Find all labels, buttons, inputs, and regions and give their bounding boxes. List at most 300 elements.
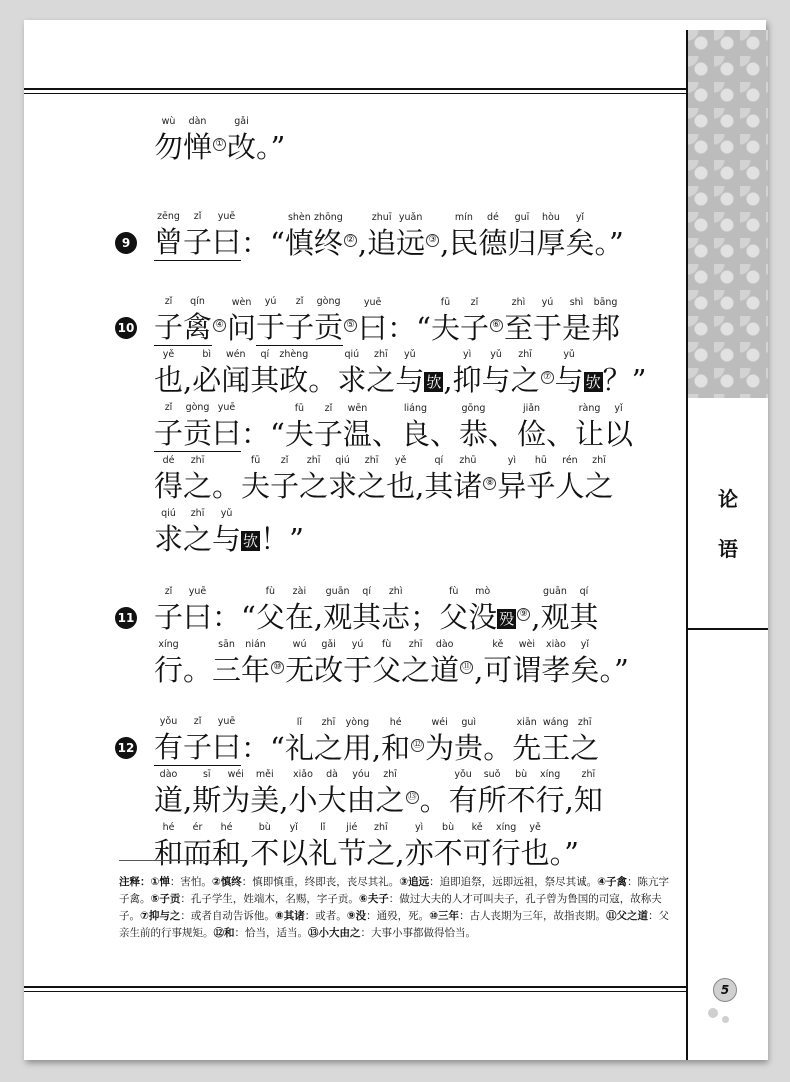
hanzi-token bbox=[250, 768, 279, 818]
hanzi: 慎 bbox=[284, 226, 314, 260]
pinyin bbox=[279, 768, 288, 782]
hanzi-token bbox=[507, 768, 536, 818]
note-text: ：大事小事都做得恰当。 bbox=[360, 927, 476, 939]
pinyin: dàn bbox=[188, 116, 207, 127]
hanzi-token bbox=[212, 821, 241, 871]
hanzi: 和 bbox=[212, 836, 242, 870]
hanzi: 在 bbox=[284, 600, 314, 634]
note-text: ：古人丧期为三年，故指丧期。 bbox=[459, 910, 607, 922]
hanzi-token bbox=[562, 296, 591, 346]
hanzi: 不 bbox=[250, 836, 280, 870]
pinyin: fū bbox=[440, 297, 451, 308]
hanzi-token bbox=[536, 211, 565, 261]
footnote-marker: ⑪ bbox=[462, 662, 472, 673]
hanzi: 其 bbox=[569, 600, 599, 634]
pinyin: gǎi bbox=[321, 639, 336, 650]
pinyin: yòng bbox=[345, 717, 370, 728]
hanzi-token bbox=[460, 296, 489, 346]
hanzi: 与 bbox=[395, 363, 425, 397]
hanzi-token bbox=[430, 638, 459, 688]
hanzi-token bbox=[328, 454, 357, 504]
hanzi-token bbox=[516, 585, 531, 635]
hanzi: 之 bbox=[313, 731, 343, 765]
hanzi-token bbox=[212, 638, 241, 688]
hanzi: 夫 bbox=[241, 469, 271, 503]
hanzi-token bbox=[591, 296, 620, 346]
pinyin: wù bbox=[161, 116, 176, 127]
pinyin: yú bbox=[541, 297, 554, 308]
decorative-pattern bbox=[686, 30, 768, 400]
hanzi-token bbox=[285, 585, 314, 635]
hanzi-token bbox=[256, 115, 285, 165]
hanzi-token bbox=[453, 348, 482, 398]
hanzi-token bbox=[221, 348, 250, 398]
hanzi-token bbox=[241, 638, 270, 688]
hanzi: 和 bbox=[154, 836, 184, 870]
pinyin: sī bbox=[202, 769, 211, 780]
hanzi: 厚 bbox=[536, 226, 566, 260]
pinyin bbox=[241, 402, 285, 416]
hanzi-token bbox=[453, 454, 482, 504]
hanzi: 是 bbox=[562, 311, 592, 345]
hanzi-token bbox=[343, 296, 358, 346]
hanzi-token bbox=[459, 638, 474, 688]
pinyin: zhī bbox=[190, 455, 205, 466]
hanzi: 不 bbox=[433, 836, 463, 870]
pinyin: yě bbox=[162, 349, 175, 360]
hanzi-token bbox=[449, 211, 478, 261]
hanzi: 求 bbox=[154, 522, 184, 556]
note-text: ：慎即慎重，终即丧，丧尽其礼。 bbox=[241, 876, 400, 888]
pinyin: yě bbox=[529, 822, 541, 833]
hanzi-token bbox=[431, 296, 460, 346]
hanzi: ：“ bbox=[241, 417, 285, 451]
hanzi-token bbox=[183, 348, 192, 398]
hanzi-token bbox=[531, 585, 540, 635]
hanzi-token bbox=[372, 638, 401, 688]
pinyin: yì bbox=[507, 455, 517, 466]
hanzi: 求 bbox=[337, 363, 367, 397]
note-label: ⑦抑与之 bbox=[140, 910, 181, 922]
hanzi: 禽 bbox=[183, 310, 213, 344]
hanzi-token bbox=[569, 585, 598, 635]
hanzi-token bbox=[584, 454, 613, 504]
hanzi-token bbox=[241, 402, 285, 452]
hanzi-token bbox=[323, 585, 352, 635]
hanzi: 行 bbox=[154, 653, 184, 687]
hanzi-token bbox=[401, 402, 430, 452]
hanzi: , bbox=[415, 469, 425, 503]
footnote-marker: ④ bbox=[212, 310, 227, 346]
hanzi: 至 bbox=[503, 311, 533, 345]
pinyin bbox=[603, 348, 647, 362]
note-label: ④子禽 bbox=[597, 876, 628, 888]
pinyin bbox=[594, 211, 623, 225]
hanzi-token bbox=[526, 454, 555, 504]
pinyin bbox=[424, 348, 443, 362]
hanzi-token bbox=[396, 211, 425, 261]
hanzi: 之 bbox=[570, 731, 600, 765]
pinyin: sān bbox=[218, 639, 235, 650]
hanzi: 可 bbox=[483, 653, 513, 687]
hanzi: 子 bbox=[285, 310, 315, 344]
hanzi-token bbox=[367, 211, 396, 261]
pinyin: zhī bbox=[374, 822, 388, 833]
pinyin bbox=[183, 348, 192, 362]
hanzi-token bbox=[154, 715, 183, 766]
pinyin: wèi bbox=[518, 639, 536, 650]
hanzi: 。 bbox=[308, 363, 338, 397]
hanzi-token bbox=[410, 716, 425, 766]
hanzi-token bbox=[395, 821, 404, 871]
hanzi: ！” bbox=[260, 522, 304, 556]
hanzi-token bbox=[314, 211, 343, 261]
pinyin bbox=[212, 585, 256, 599]
note-label: ⑫和 bbox=[213, 927, 235, 939]
hanzi-token bbox=[154, 348, 183, 398]
hanzi: 子 bbox=[183, 225, 213, 259]
hanzi-token bbox=[575, 402, 604, 452]
hanzi-token bbox=[308, 821, 337, 871]
hanzi: 追 bbox=[367, 226, 397, 260]
pinyin: yuē bbox=[217, 716, 236, 727]
hanzi: 曰 bbox=[212, 416, 242, 450]
hanzi-token bbox=[443, 348, 452, 398]
hanzi: 有 bbox=[154, 730, 184, 764]
hanzi-token bbox=[425, 716, 454, 766]
hanzi: 小 bbox=[288, 783, 318, 817]
hanzi-token bbox=[478, 211, 507, 261]
variant-char-box: 殁 bbox=[499, 610, 515, 628]
hanzi: 观 bbox=[323, 600, 353, 634]
annotations bbox=[119, 874, 679, 942]
note-text: ：恰当，适当。 bbox=[234, 927, 308, 939]
hanzi-token bbox=[425, 211, 440, 261]
hanzi-token bbox=[482, 348, 511, 398]
pinyin bbox=[415, 454, 424, 468]
hanzi-token bbox=[347, 768, 376, 818]
hanzi-token bbox=[241, 507, 260, 557]
hanzi: , bbox=[241, 836, 251, 870]
pinyin: qín bbox=[190, 296, 205, 307]
hanzi: 政 bbox=[279, 363, 309, 397]
hanzi: 谓 bbox=[512, 653, 542, 687]
hanzi-token bbox=[270, 638, 285, 688]
pinyin: zhī bbox=[518, 349, 532, 360]
hanzi: ：“ bbox=[241, 731, 285, 765]
pinyin bbox=[395, 821, 404, 835]
hanzi-token bbox=[594, 211, 623, 261]
hanzi-token bbox=[192, 348, 221, 398]
footnote-marker: ⑫ bbox=[413, 740, 423, 751]
pinyin: xiào bbox=[545, 639, 566, 650]
text-line bbox=[154, 768, 603, 818]
hanzi-token bbox=[565, 211, 594, 261]
hanzi: 闻 bbox=[221, 363, 251, 397]
hanzi: 改 bbox=[227, 130, 257, 164]
pinyin: yuē bbox=[217, 402, 236, 413]
pinyin: wéi bbox=[227, 769, 244, 780]
hanzi-token bbox=[337, 821, 366, 871]
hanzi-token bbox=[401, 638, 430, 688]
hanzi: 年 bbox=[241, 653, 271, 687]
hanzi: 先 bbox=[512, 731, 542, 765]
hanzi: 。” bbox=[594, 226, 624, 260]
pinyin: yuē bbox=[188, 586, 207, 597]
pinyin: fū bbox=[250, 455, 261, 466]
pinyin: zǐ bbox=[164, 586, 173, 597]
hanzi-token bbox=[489, 296, 504, 346]
hanzi-token bbox=[183, 507, 212, 557]
hanzi: 有 bbox=[448, 783, 478, 817]
hanzi: , bbox=[357, 226, 368, 260]
hanzi-token bbox=[574, 768, 603, 818]
hanzi-token bbox=[154, 295, 183, 346]
hanzi: 父 bbox=[439, 600, 469, 634]
hanzi: 以 bbox=[279, 836, 309, 870]
hanzi-token bbox=[358, 211, 367, 261]
pinyin bbox=[260, 507, 304, 521]
hanzi: 子 bbox=[154, 310, 184, 344]
pinyin: qiú bbox=[335, 455, 350, 466]
hanzi: 贡 bbox=[314, 310, 344, 344]
pinyin: dé bbox=[162, 455, 175, 466]
pinyin: yǔ bbox=[490, 349, 502, 360]
pinyin: zǐ bbox=[193, 211, 202, 222]
hanzi-token bbox=[372, 716, 381, 766]
pinyin: guān bbox=[325, 586, 350, 597]
note-label: ⑨没 bbox=[346, 910, 367, 922]
pinyin bbox=[599, 638, 628, 652]
pinyin bbox=[387, 296, 431, 310]
hanzi: 改 bbox=[314, 653, 344, 687]
pinyin: suǒ bbox=[483, 769, 501, 780]
footnote-marker: ⑩ bbox=[270, 652, 285, 688]
hanzi-token bbox=[183, 454, 212, 504]
pinyin bbox=[256, 115, 285, 129]
hanzi: 为 bbox=[221, 783, 251, 817]
hanzi: 。” bbox=[549, 836, 579, 870]
hanzi-token bbox=[154, 585, 183, 635]
hanzi-token bbox=[540, 348, 555, 398]
hanzi: 之 bbox=[584, 469, 614, 503]
pinyin: fù bbox=[381, 639, 392, 650]
pinyin bbox=[343, 296, 358, 310]
hanzi-token bbox=[512, 716, 541, 766]
hanzi-token bbox=[183, 210, 212, 261]
footnote-marker: ① bbox=[212, 129, 227, 165]
pinyin: qí bbox=[362, 586, 371, 597]
hanzi: 民 bbox=[449, 226, 479, 260]
pinyin: yú bbox=[351, 639, 364, 650]
footnote-marker: ⑤ bbox=[343, 310, 358, 346]
hanzi-token bbox=[285, 638, 314, 688]
hanzi: 、 bbox=[429, 417, 459, 451]
pinyin bbox=[443, 348, 452, 362]
hanzi-token bbox=[352, 585, 381, 635]
pinyin bbox=[212, 115, 227, 129]
hanzi: 礼 bbox=[308, 836, 338, 870]
pinyin: yóu bbox=[352, 769, 370, 780]
text-line bbox=[154, 210, 624, 261]
pinyin bbox=[241, 211, 285, 225]
hanzi-token bbox=[497, 454, 526, 504]
footnote-marker: ③ bbox=[425, 225, 440, 261]
hanzi-token bbox=[424, 454, 453, 504]
hanzi: 而 bbox=[183, 836, 213, 870]
pinyin: liáng bbox=[403, 403, 428, 414]
pinyin: zhū bbox=[459, 455, 477, 466]
hanzi: ：“ bbox=[387, 311, 431, 345]
pinyin: zǐ bbox=[295, 296, 304, 307]
note-text: ：或者自动告诉他。 bbox=[180, 910, 275, 922]
footnote-marker: ⑧ bbox=[482, 468, 497, 504]
hanzi: 礼 bbox=[284, 731, 314, 765]
hanzi: 终 bbox=[313, 226, 343, 260]
footnote-marker: ⑨ bbox=[516, 599, 531, 635]
decor-dot bbox=[708, 1008, 718, 1018]
hanzi: 矣 bbox=[570, 653, 600, 687]
pinyin: yǐ bbox=[289, 822, 298, 833]
hanzi: 诸 bbox=[453, 469, 483, 503]
book-title-char-2: 语 bbox=[718, 537, 738, 561]
hanzi: , bbox=[440, 226, 450, 260]
hanzi-token bbox=[343, 211, 358, 261]
pinyin: jié bbox=[346, 822, 358, 833]
pinyin: yǔ bbox=[220, 508, 233, 519]
hanzi: 行 bbox=[535, 783, 565, 817]
pinyin bbox=[531, 585, 540, 599]
pinyin bbox=[308, 348, 337, 362]
hanzi: 夫 bbox=[430, 311, 460, 345]
pinyin: bì bbox=[202, 349, 212, 360]
hanzi-token bbox=[424, 348, 443, 398]
pinyin: qí bbox=[579, 586, 589, 597]
hanzi: 曰 bbox=[358, 311, 388, 345]
hanzi-token bbox=[343, 402, 372, 452]
hanzi-token bbox=[285, 211, 314, 261]
hanzi-token bbox=[192, 768, 221, 818]
pinyin bbox=[488, 402, 517, 416]
hanzi-token bbox=[497, 585, 516, 635]
side-tab bbox=[686, 30, 766, 1060]
hanzi-token bbox=[212, 585, 256, 635]
hanzi-token bbox=[468, 585, 497, 635]
note-label: ②慎终 bbox=[211, 876, 242, 888]
hanzi-token bbox=[488, 402, 517, 452]
hanzi: 以 bbox=[604, 417, 634, 451]
hanzi-token bbox=[478, 768, 507, 818]
pinyin: rén bbox=[562, 455, 578, 466]
pinyin: zhī bbox=[383, 769, 397, 780]
pinyin: wú bbox=[292, 639, 307, 650]
note-label: ⑧其诸 bbox=[274, 910, 305, 922]
pinyin: zhī bbox=[577, 717, 592, 728]
hanzi: 勿 bbox=[154, 130, 184, 164]
hanzi-token bbox=[357, 454, 386, 504]
hanzi-token bbox=[536, 768, 565, 818]
pinyin: qiú bbox=[161, 508, 176, 519]
hanzi-token bbox=[183, 638, 212, 688]
hanzi: 曰 bbox=[183, 600, 213, 634]
pinyin: zhī bbox=[581, 769, 596, 780]
pinyin bbox=[550, 821, 579, 835]
section-number: 9 bbox=[115, 232, 137, 254]
text-line bbox=[154, 821, 579, 871]
hanzi-token bbox=[463, 821, 492, 871]
hanzi: 良 bbox=[400, 417, 430, 451]
pinyin bbox=[372, 716, 381, 730]
pinyin: bù bbox=[258, 822, 271, 833]
hanzi-token bbox=[449, 768, 478, 818]
hanzi-token bbox=[154, 210, 183, 261]
note-text: ：做过大夫的人才可叫夫子，孔子曾为鲁国的司寇，故称夫子。 bbox=[119, 893, 662, 922]
hanzi: , bbox=[279, 783, 289, 817]
pinyin bbox=[212, 454, 241, 468]
pinyin: zǐ bbox=[324, 403, 333, 414]
footnote-marker: ⑦ bbox=[540, 362, 555, 398]
note-label: ③追远 bbox=[399, 876, 430, 888]
text-line bbox=[154, 585, 598, 635]
pinyin: zhī bbox=[190, 508, 205, 519]
hanzi-token bbox=[555, 348, 584, 398]
hanzi-token bbox=[504, 296, 533, 346]
footnote-marker: ② bbox=[343, 225, 358, 261]
pinyin bbox=[405, 768, 420, 782]
note-text: ：追即追祭，远即远祖，祭尽其诚。 bbox=[429, 876, 598, 888]
hanzi-token bbox=[154, 768, 183, 818]
hanzi: 。 bbox=[419, 783, 449, 817]
hanzi-token bbox=[308, 348, 337, 398]
hanzi-token bbox=[415, 454, 424, 504]
pinyin: zēng bbox=[157, 211, 180, 222]
hanzi: , bbox=[474, 653, 484, 687]
hanzi-token bbox=[474, 638, 483, 688]
hanzi-token bbox=[381, 585, 410, 635]
hanzi: 之 bbox=[299, 469, 329, 503]
pinyin bbox=[410, 716, 425, 730]
hanzi-token bbox=[154, 507, 183, 557]
pinyin: mò bbox=[475, 586, 491, 597]
hanzi: 于 bbox=[532, 311, 562, 345]
hanzi-token bbox=[212, 454, 241, 504]
hanzi-token bbox=[337, 348, 366, 398]
pinyin bbox=[425, 211, 440, 225]
hanzi-token bbox=[279, 768, 288, 818]
hanzi: ：“ bbox=[241, 226, 285, 260]
hanzi-token bbox=[212, 115, 227, 165]
hanzi: 必 bbox=[192, 363, 222, 397]
pinyin bbox=[343, 211, 358, 225]
pinyin: yǐ bbox=[575, 212, 585, 223]
pinyin: měi bbox=[255, 769, 274, 780]
pinyin: ér bbox=[192, 822, 203, 833]
hanzi: ：“ bbox=[212, 600, 256, 634]
hanzi-token bbox=[570, 638, 599, 688]
hanzi: 问 bbox=[227, 311, 257, 345]
pinyin: zhī bbox=[321, 717, 336, 728]
hanzi: 乎 bbox=[526, 469, 556, 503]
hanzi: 夫 bbox=[284, 417, 314, 451]
pinyin: wáng bbox=[542, 717, 569, 728]
hanzi-token bbox=[299, 454, 328, 504]
hanzi-token bbox=[555, 454, 584, 504]
hanzi: 之 bbox=[375, 783, 405, 817]
hanzi: 恭 bbox=[458, 417, 488, 451]
hanzi-token bbox=[376, 768, 405, 818]
hanzi: , bbox=[183, 363, 193, 397]
pinyin bbox=[183, 768, 192, 782]
